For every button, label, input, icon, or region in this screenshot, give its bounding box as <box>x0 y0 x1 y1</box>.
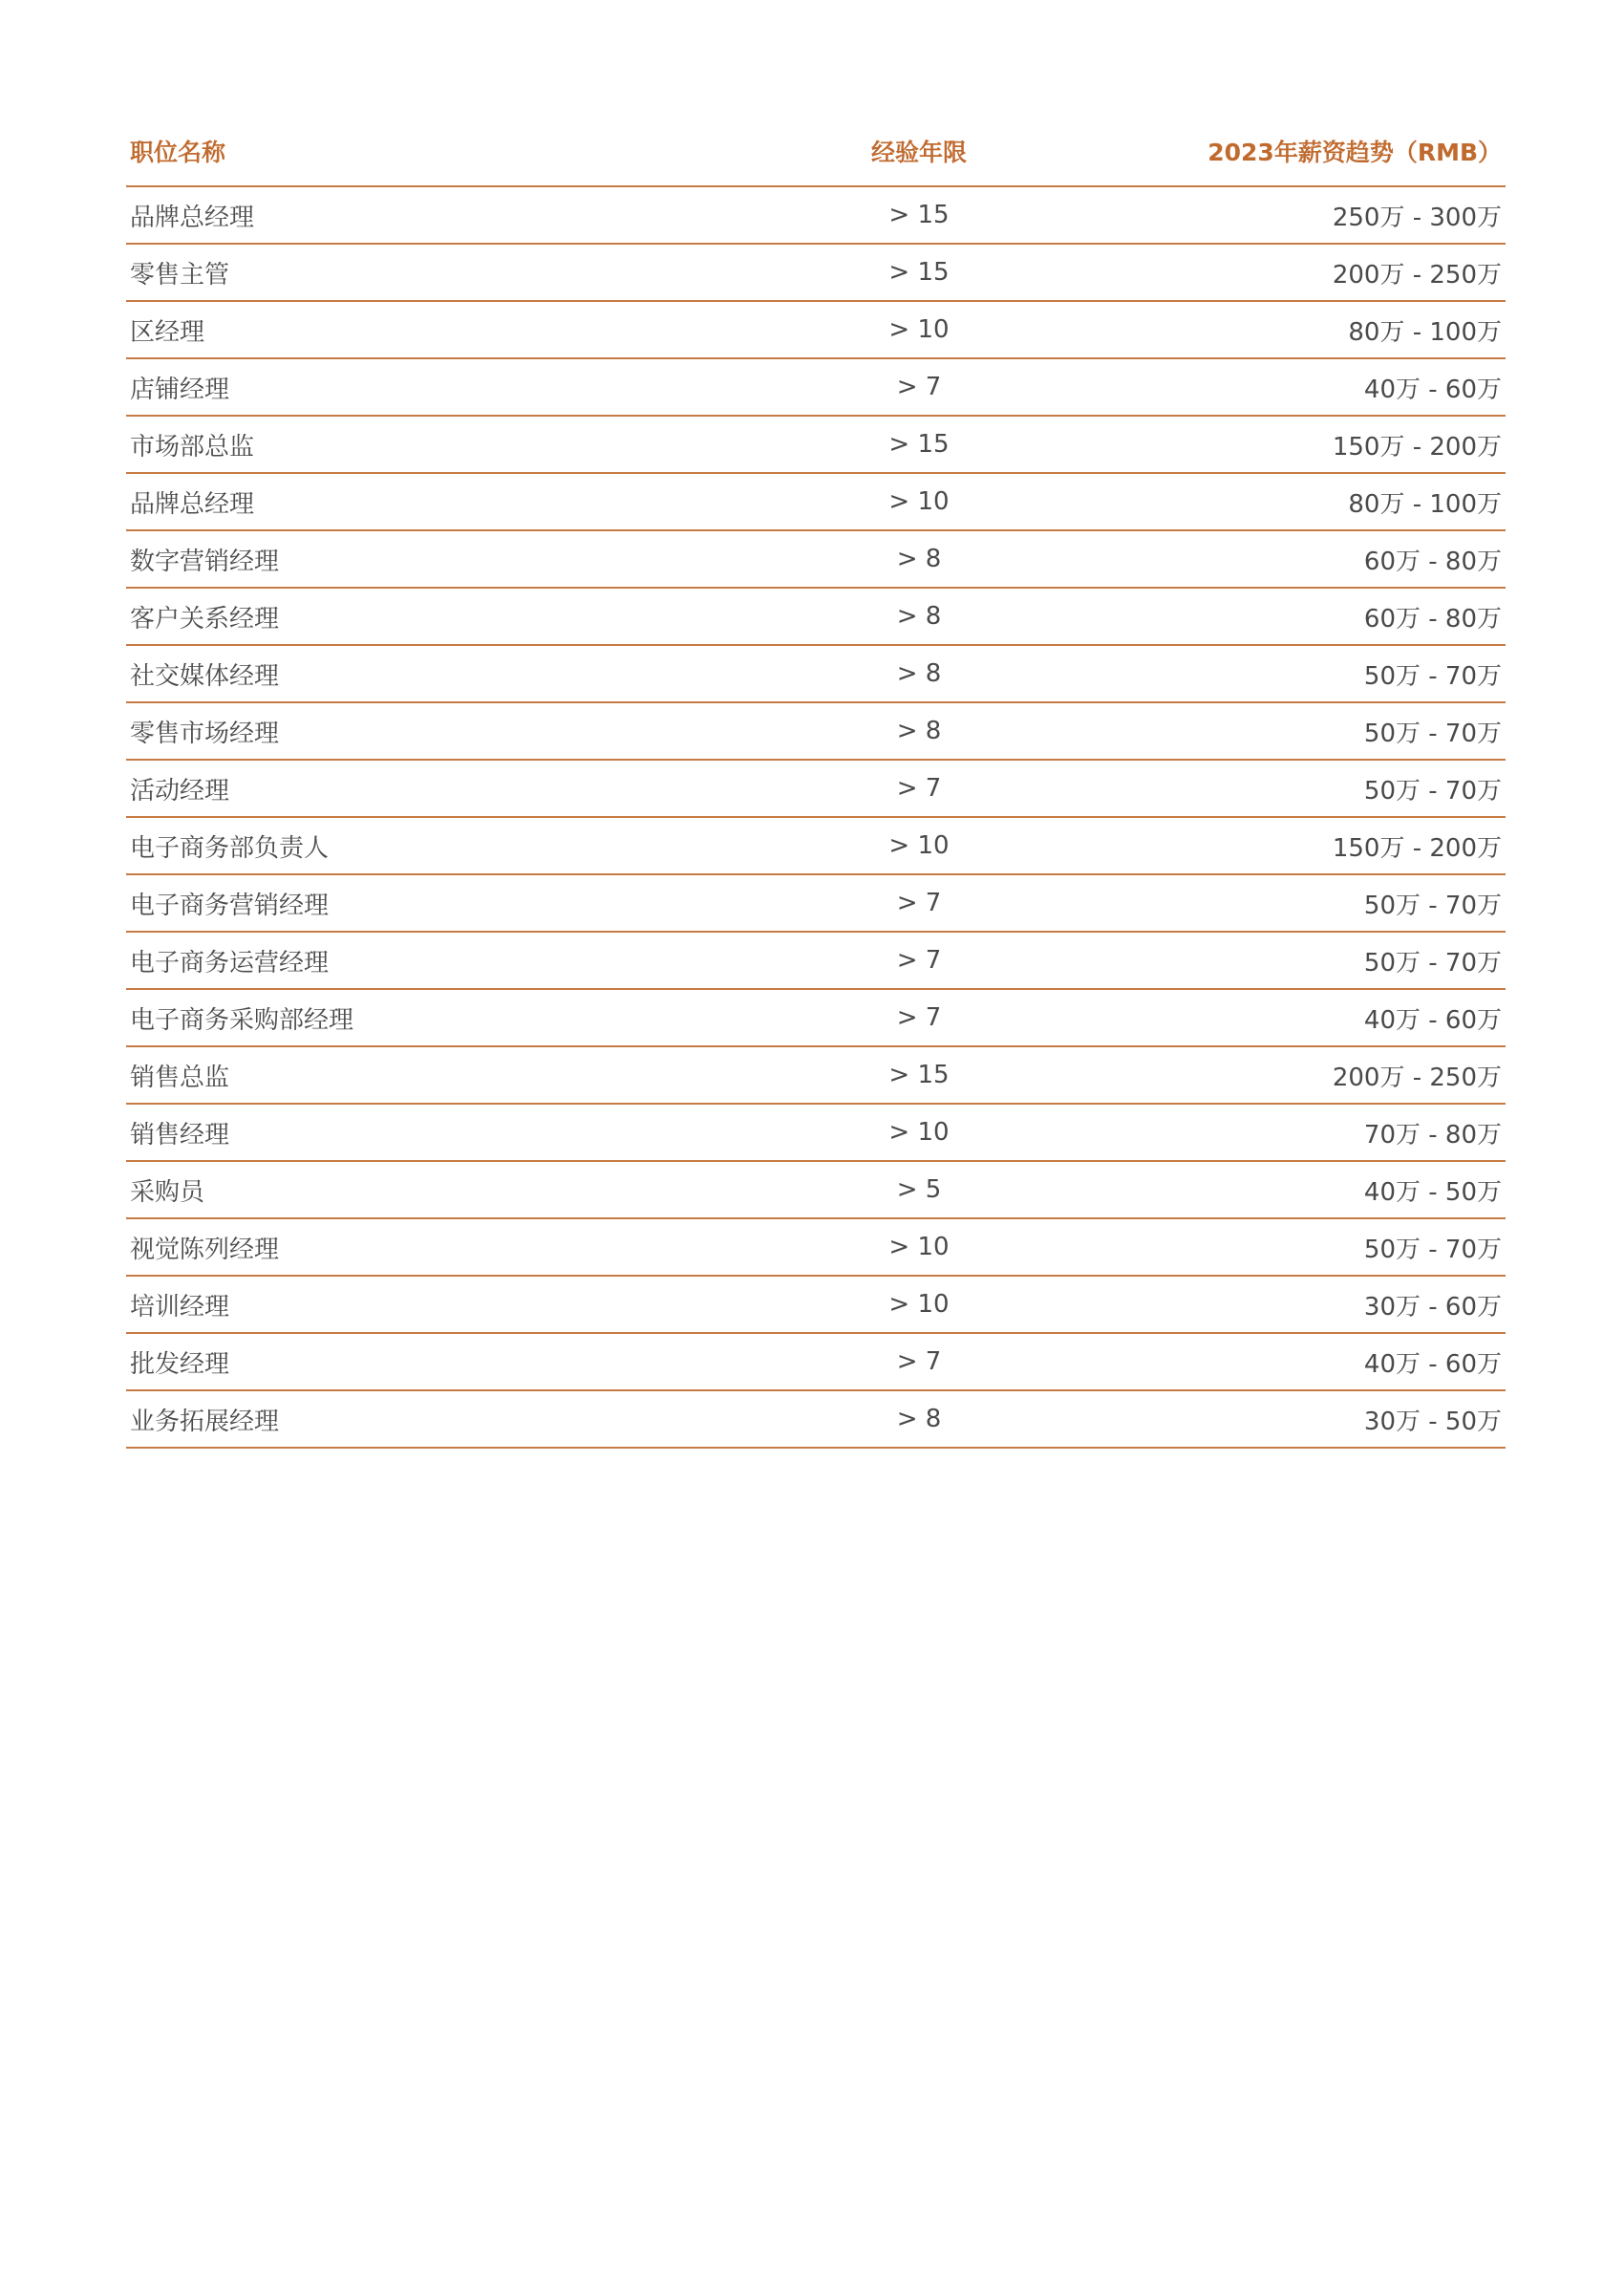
cell-experience: > 7 <box>776 1333 1062 1390</box>
cell-experience: > 7 <box>776 989 1062 1046</box>
cell-job-title: 品牌总经理 <box>126 473 776 530</box>
cell-job-title: 电子商务部负责人 <box>126 817 776 874</box>
cell-experience: > 10 <box>776 301 1062 358</box>
cell-job-title: 零售市场经理 <box>126 702 776 760</box>
cell-experience: > 10 <box>776 1276 1062 1333</box>
cell-salary: 70万 - 80万 <box>1062 1104 1506 1161</box>
cell-salary: 60万 - 80万 <box>1062 588 1506 645</box>
table-row <box>126 530 1506 588</box>
cell-job-title: 店铺经理 <box>126 358 776 416</box>
cell-experience: > 10 <box>776 473 1062 530</box>
table-row <box>126 1104 1506 1161</box>
cell-job-title: 品牌总经理 <box>126 186 776 244</box>
cell-job-title: 客户关系经理 <box>126 588 776 645</box>
cell-job-title: 采购员 <box>126 1161 776 1218</box>
cell-job-title: 批发经理 <box>126 1333 776 1390</box>
cell-salary: 30万 - 60万 <box>1062 1276 1506 1333</box>
cell-salary: 50万 - 70万 <box>1062 702 1506 760</box>
cell-salary: 50万 - 70万 <box>1062 645 1506 702</box>
cell-experience: > 10 <box>776 1104 1062 1161</box>
cell-salary: 150万 - 200万 <box>1062 817 1506 874</box>
cell-experience: > 15 <box>776 1046 1062 1104</box>
table-row <box>126 817 1506 874</box>
cell-job-title: 视觉陈列经理 <box>126 1218 776 1276</box>
cell-salary: 40万 - 50万 <box>1062 1161 1506 1218</box>
header-salary: 2023年薪资趋势（RMB） <box>1062 117 1506 186</box>
cell-salary: 200万 - 250万 <box>1062 1046 1506 1104</box>
cell-job-title: 电子商务运营经理 <box>126 932 776 989</box>
table-row <box>126 874 1506 932</box>
cell-job-title: 活动经理 <box>126 760 776 817</box>
cell-experience: > 10 <box>776 1218 1062 1276</box>
cell-experience: > 7 <box>776 874 1062 932</box>
cell-job-title: 电子商务营销经理 <box>126 874 776 932</box>
cell-experience: > 8 <box>776 530 1062 588</box>
cell-salary: 40万 - 60万 <box>1062 1333 1506 1390</box>
cell-experience: > 8 <box>776 1390 1062 1448</box>
table-row <box>126 645 1506 702</box>
table-row <box>126 244 1506 301</box>
header-experience: 经验年限 <box>776 117 1062 186</box>
table-row <box>126 932 1506 989</box>
table-row <box>126 588 1506 645</box>
cell-experience: > 8 <box>776 588 1062 645</box>
cell-job-title: 区经理 <box>126 301 776 358</box>
cell-salary: 40万 - 60万 <box>1062 358 1506 416</box>
cell-salary: 80万 - 100万 <box>1062 473 1506 530</box>
cell-experience: > 15 <box>776 244 1062 301</box>
cell-salary: 50万 - 70万 <box>1062 1218 1506 1276</box>
table-row <box>126 1276 1506 1333</box>
table-row <box>126 702 1506 760</box>
table-row <box>126 301 1506 358</box>
cell-salary: 30万 - 50万 <box>1062 1390 1506 1448</box>
table-row <box>126 1161 1506 1218</box>
cell-salary: 40万 - 60万 <box>1062 989 1506 1046</box>
cell-salary: 50万 - 70万 <box>1062 932 1506 989</box>
header-job-title: 职位名称 <box>126 117 776 186</box>
cell-salary: 150万 - 200万 <box>1062 416 1506 473</box>
cell-salary: 50万 - 70万 <box>1062 760 1506 817</box>
table-row <box>126 989 1506 1046</box>
table-row <box>126 760 1506 817</box>
cell-salary: 80万 - 100万 <box>1062 301 1506 358</box>
cell-experience: > 7 <box>776 358 1062 416</box>
cell-experience: > 10 <box>776 817 1062 874</box>
table-header-row <box>126 117 1506 186</box>
table-row <box>126 416 1506 473</box>
cell-experience: > 7 <box>776 760 1062 817</box>
cell-salary: 60万 - 80万 <box>1062 530 1506 588</box>
cell-experience: > 8 <box>776 645 1062 702</box>
cell-job-title: 市场部总监 <box>126 416 776 473</box>
cell-job-title: 数字营销经理 <box>126 530 776 588</box>
table-body <box>126 186 1506 1448</box>
cell-job-title: 培训经理 <box>126 1276 776 1333</box>
cell-salary: 50万 - 70万 <box>1062 874 1506 932</box>
cell-experience: > 5 <box>776 1161 1062 1218</box>
salary-table <box>126 117 1506 1449</box>
cell-job-title: 销售经理 <box>126 1104 776 1161</box>
cell-salary: 250万 - 300万 <box>1062 186 1506 244</box>
table-row <box>126 1046 1506 1104</box>
table-row <box>126 473 1506 530</box>
table-row <box>126 358 1506 416</box>
cell-job-title: 社交媒体经理 <box>126 645 776 702</box>
cell-experience: > 15 <box>776 186 1062 244</box>
cell-job-title: 销售总监 <box>126 1046 776 1104</box>
cell-experience: > 7 <box>776 932 1062 989</box>
cell-salary: 200万 - 250万 <box>1062 244 1506 301</box>
table-row <box>126 186 1506 244</box>
cell-experience: > 8 <box>776 702 1062 760</box>
table-row <box>126 1333 1506 1390</box>
table-row <box>126 1218 1506 1276</box>
table-row <box>126 1390 1506 1448</box>
cell-job-title: 零售主管 <box>126 244 776 301</box>
cell-experience: > 15 <box>776 416 1062 473</box>
cell-job-title: 业务拓展经理 <box>126 1390 776 1448</box>
cell-job-title: 电子商务采购部经理 <box>126 989 776 1046</box>
